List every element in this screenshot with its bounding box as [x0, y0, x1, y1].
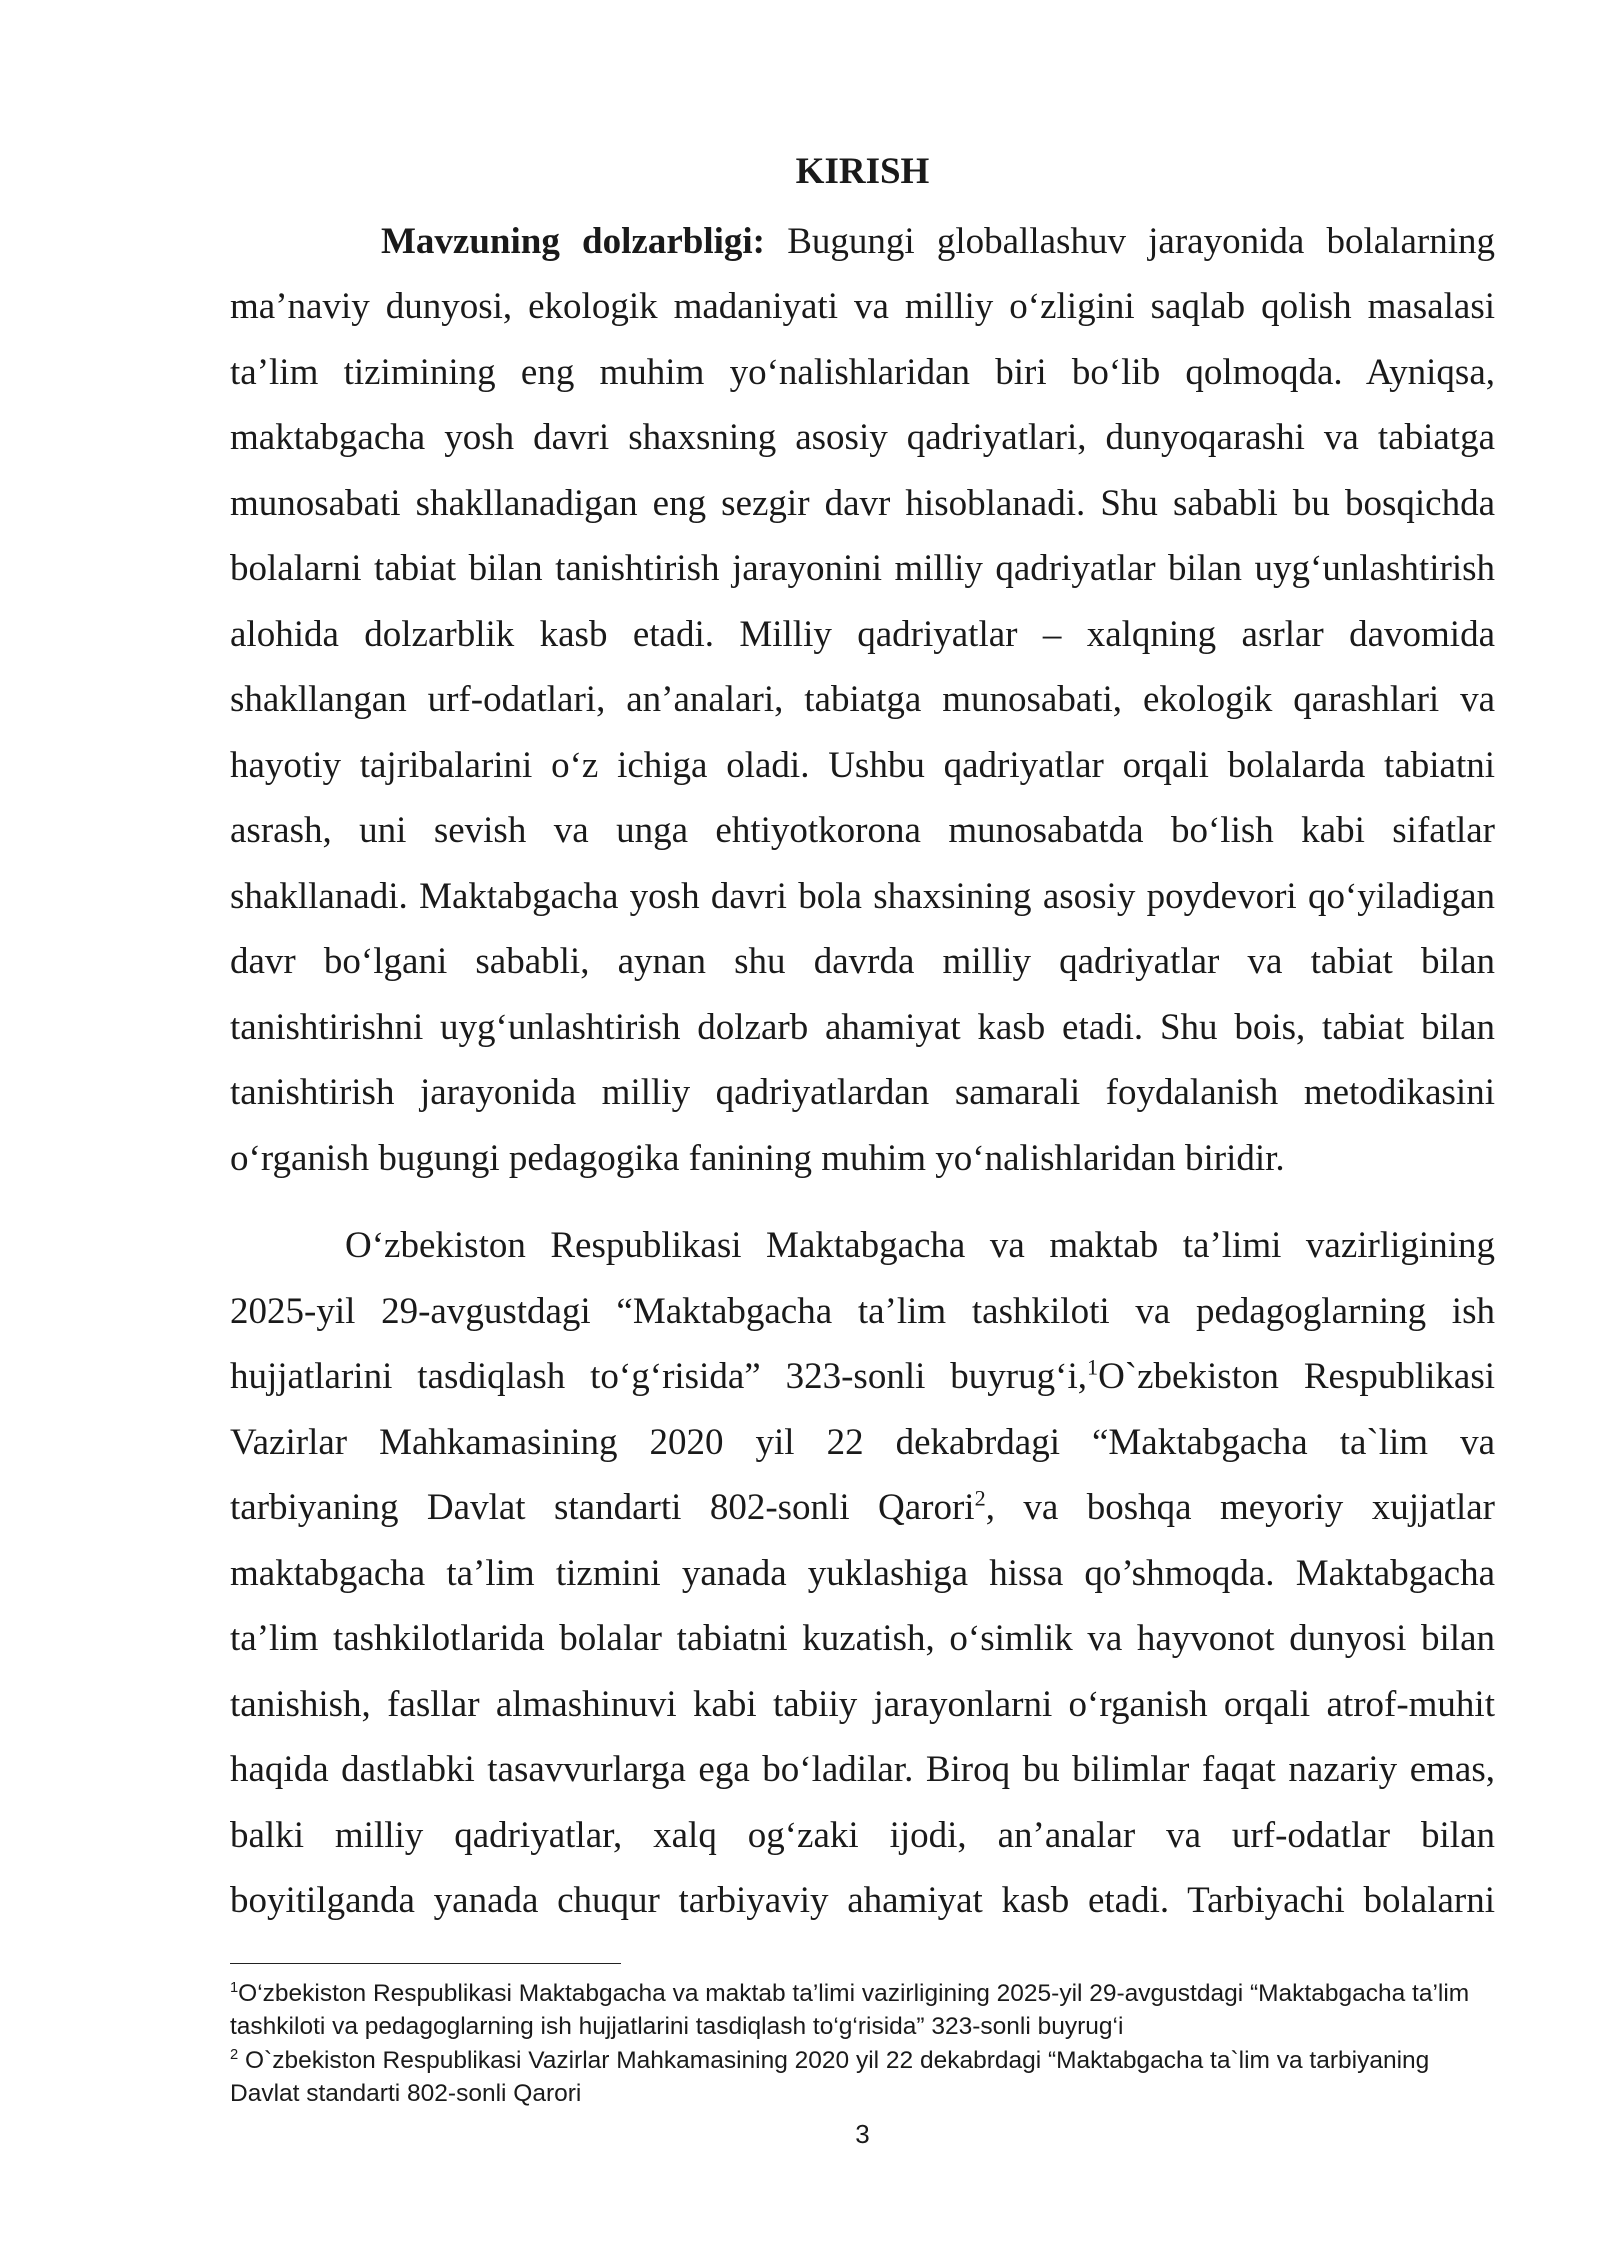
paragraph-line: boyitilganda yanada chuqur tarbiyaviy ahamiyat kasb etadi. Tarbiyachi bolalarni [230, 1880, 1495, 1921]
line-text: , va boshqa meyoriy xujjatlar [985, 1487, 1495, 1528]
paragraph-line: shakllangan urf-odatlari, an’analari, tabiatga munosabati, ekologik qarashlari va [230, 679, 1495, 720]
footnote-number: 1 [230, 1980, 239, 1997]
line-text: hujjatlarini tasdiqlash to‘g‘risida” 323-sonli buyrug‘i, [230, 1356, 1087, 1397]
paragraph-line: o‘rganish bugungi pedagogika fanining muhim yo‘nalishlaridan biridir. [230, 1137, 1285, 1179]
paragraph-lead: Mavzuning dolzarbligi: [381, 220, 765, 262]
paragraph-line: ma’naviy dunyosi, ekologik madaniyati va milliy o‘zligini saqlab qolish masalasi [230, 286, 1495, 327]
paragraph-line: ta’lim tashkilotlarida bolalar tabiatni kuzatish, o‘simlik va hayvonot dunyosi bilan [230, 1618, 1495, 1659]
paragraph-regulations [230, 1213, 1495, 1934]
paragraph-line: tanishish, fasllar almashinuvi kabi tabiiy jarayonlarni o‘rganish orqali atrof-muhit [230, 1683, 1495, 1725]
paragraph-line: asrash, uni sevish va unga ehtiyotkorona munosabatda bo‘lish kabi sifatlar [230, 810, 1495, 851]
paragraph-line: maktabgacha yosh davri shaxsning asosiy qadriyatlari, dunyoqarashi va tabiatga [230, 417, 1495, 458]
footnote-line: Davlat standarti 802-sonli Qarori [230, 2080, 582, 2107]
paragraph-line: alohida dolzarblik kasb etadi. Milliy qadriyatlar – xalqning asrlar davomida [230, 613, 1495, 655]
footnote [230, 1977, 1495, 2043]
line-text: O`zbekiston Respublikasi [1098, 1356, 1495, 1397]
line-text: Bugungi globallashuv jarayonida bolalarning [787, 220, 1495, 262]
footnote-separator [230, 1963, 621, 1964]
paragraph-line [230, 1475, 1495, 1541]
page-number: 3 [855, 2119, 870, 2149]
paragraph-line: Vazirlar Mahkamasining 2020 yil 22 dekabrdagi “Maktabgacha ta`lim va [230, 1421, 1495, 1463]
paragraph-line: davr bo‘lgani sababli, aynan shu davrda milliy qadriyatlar va tabiat bilan [230, 941, 1495, 982]
paragraph-line: haqida dastlabki tasavvurlarga ega bo‘ladilar. Biroq bu bilimlar faqat nazariy emas, [230, 1749, 1495, 1790]
section-heading: KIRISH [795, 151, 930, 192]
footnote-line [230, 1977, 1495, 2010]
footnote-ref: 1 [1086, 1354, 1099, 1380]
paragraph-line: balki milliy qadriyatlar, xalq og‘zaki ijodi, an’analar va urf-odatlar bilan [230, 1814, 1495, 1856]
footnote [230, 2044, 1495, 2110]
footnote-text: O‘zbekiston Respublikasi Maktabgacha va maktab ta’limi vazirligining 2025-yil 29-avgustdagi “Maktabgacha ta’lim [238, 1980, 1470, 2007]
paragraph-line: maktabgacha ta’lim tizmini yanada yuklashiga hissa qo’shmoqda. Maktabgacha [230, 1552, 1495, 1594]
paragraph-line: 2025-yil 29-avgustdagi “Maktabgacha ta’lim tashkiloti va pedagoglarning ish [230, 1290, 1495, 1332]
paragraph-line: shakllanadi. Maktabgacha yosh davri bola shaxsining asosiy poydevori qo‘yiladigan [230, 875, 1495, 917]
paragraph-line: O‘zbekiston Respublikasi Maktabgacha va maktab ta’limi vazirligining [345, 1225, 1495, 1266]
line-text: tarbiyaning Davlat standarti 802-sonli Qarori [230, 1487, 975, 1528]
paragraph-line: munosabati shakllanadigan eng sezgir davr hisoblanadi. Shu sababli bu bosqichda [230, 482, 1495, 524]
paragraph-line: ta’lim tizimining eng muhim yo‘nalishlaridan biri bo‘lib qolmoqda. Ayniqsa, [230, 351, 1495, 393]
footnote-number: 2 [230, 2047, 239, 2064]
paragraph-line [230, 1344, 1495, 1410]
paragraph-line [230, 209, 1495, 275]
footnote-ref: 2 [974, 1485, 986, 1511]
footnote-line: tashkiloti va pedagoglarning ish hujjatlarini tasdiqlash to‘g‘risida” 323-sonli buyrug‘i [230, 2013, 1124, 2040]
paragraph-line: tanishtirishni uyg‘unlashtirish dolzarb ahamiyat kasb etadi. Shu bois, tabiat bilan [230, 1006, 1495, 1048]
paragraph-line: hayotiy tajribalarini o‘z ichiga oladi. Ushbu qadriyatlar orqali bolalarda tabiatni [230, 744, 1495, 786]
paragraph-line: bolalarni tabiat bilan tanishtirish jarayonini milliy qadriyatlar bilan uyg‘unlashtirish [230, 548, 1495, 589]
footnote-text: O`zbekiston Respublikasi Vazirlar Mahkamasining 2020 yil 22 dekabrdagi “Maktabgacha ta`lim va tarbiyaning [244, 2047, 1430, 2074]
paragraph-line: tanishtirish jarayonida milliy qadriyatlardan samarali foydalanish metodikasini [230, 1072, 1495, 1113]
footnotes [230, 1977, 1495, 2110]
body-text [230, 139, 1495, 1934]
footnote-line [230, 2044, 1495, 2077]
paragraph-relevance [230, 209, 1495, 1192]
